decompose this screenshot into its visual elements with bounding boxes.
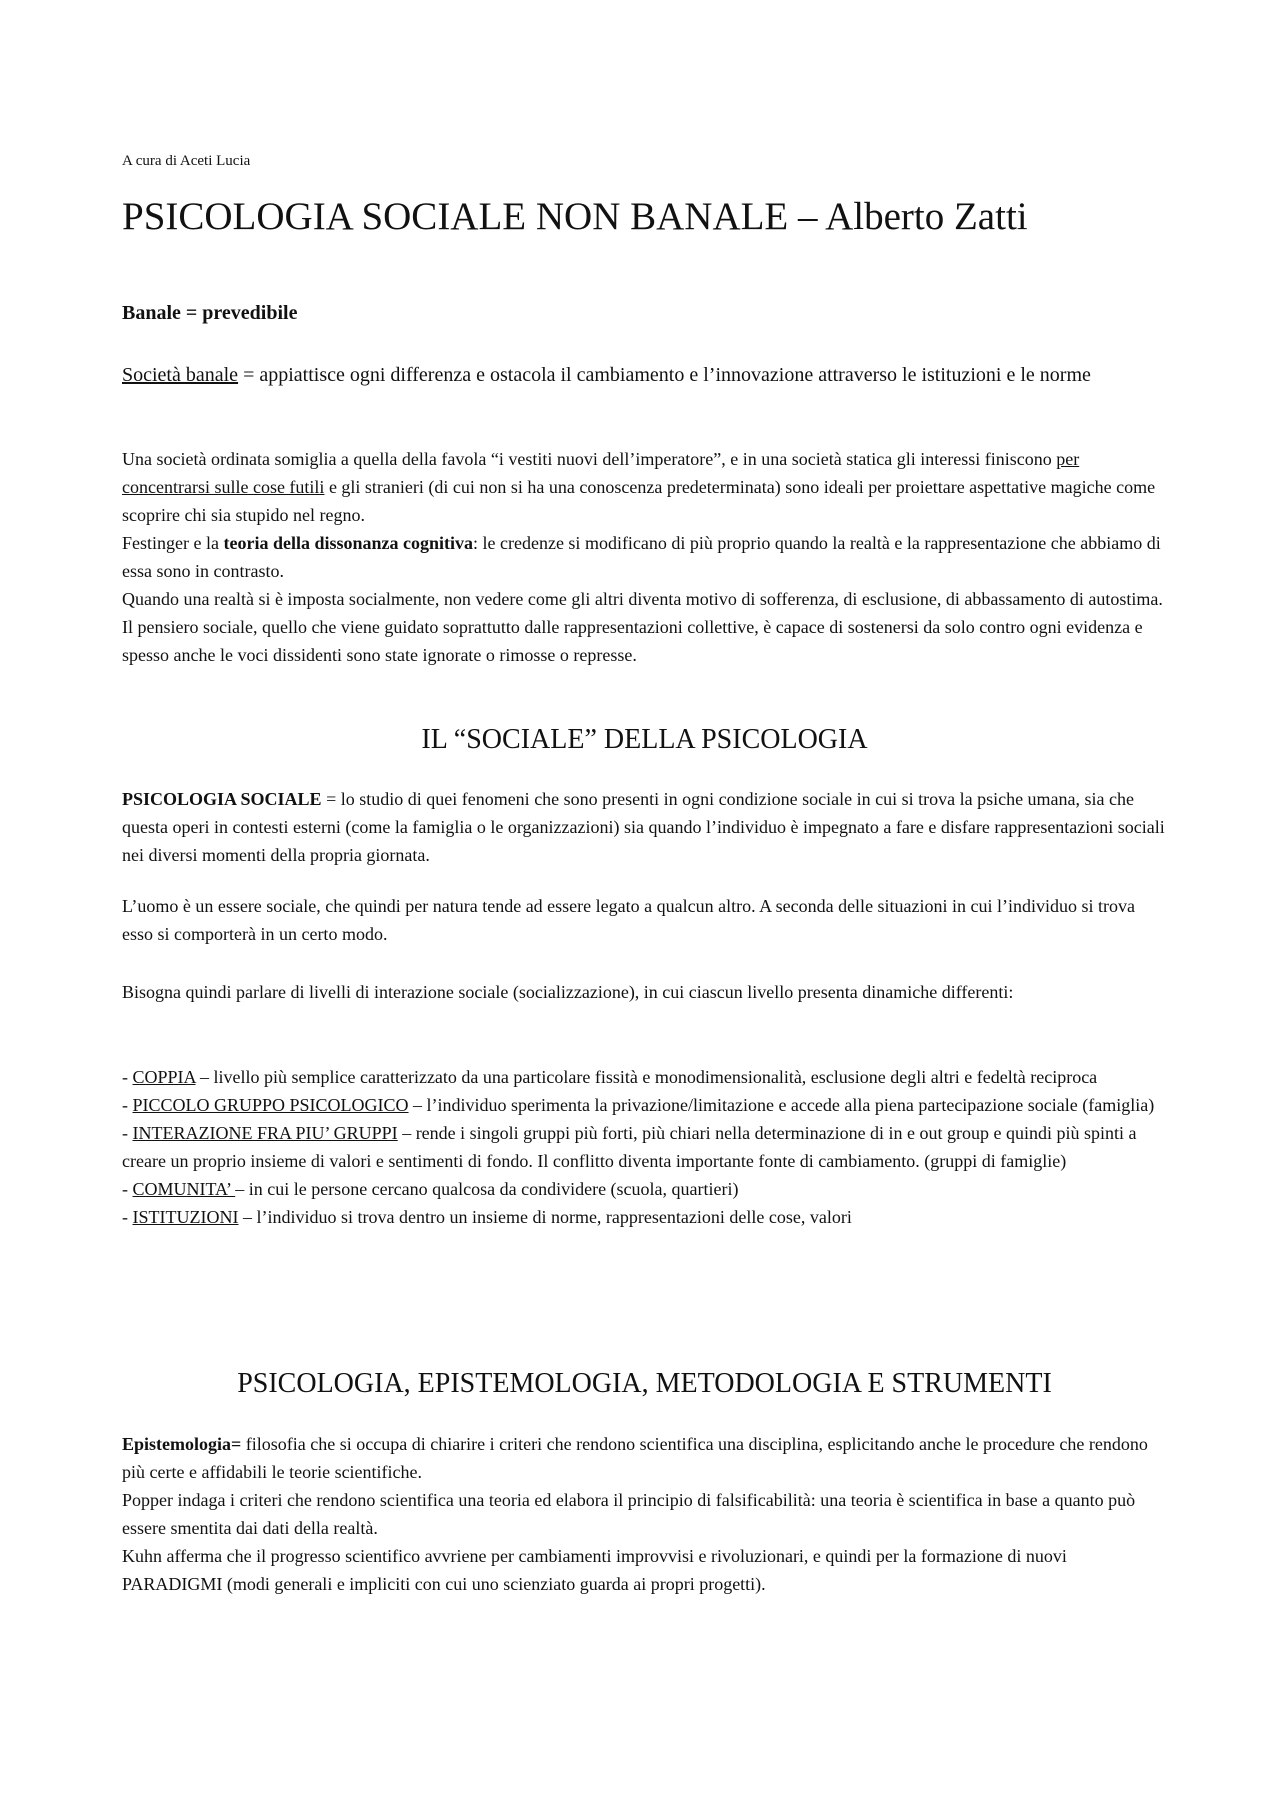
- epistemologia-term: Epistemologia=: [122, 1434, 242, 1454]
- author-credit: A cura di Aceti Lucia: [122, 153, 251, 169]
- intro-paragraphs: [122, 445, 1167, 669]
- level-item-piccolo-gruppo: - PICCOLO GRUPPO PSICOLOGICO – l’individuo sperimenta la privazione/limitazione e accede alla piena partecipazione sociale (famiglia): [122, 1095, 1155, 1115]
- societa-banale-term: Società banale: [122, 364, 239, 386]
- livelli-intro-paragraph: Bisogna quindi parlare di livelli di interazione sociale (socializzazione), in cui ciascun livello presenta dinamiche differenti:: [122, 982, 1014, 1002]
- uomo-sociale-paragraph: L’uomo è un essere sociale, che quindi per natura tende ad essere legato a qualcun altro. A seconda delle situazioni in cui l’individuo si trova esso si comporterà in un certo modo.: [122, 896, 1136, 944]
- favola-underlined: per concentrarsi sulle cose futili: [122, 449, 1080, 497]
- level-term: ISTITUZIONI: [132, 1207, 239, 1227]
- level-text: – in cui le persone cercano qualcosa da condividere (scuola, quartieri): [235, 1179, 739, 1199]
- level-item-comunita: - COMUNITA’ – in cui le persone cercano qualcosa da condividere (scuola, quartieri): [122, 1179, 739, 1199]
- kuhn-paragraph: Kuhn afferma che il progresso scientifico avvriene per cambiamenti improvvisi e rivoluzionari, e quindi per la formazione di nuovi PARADIGMI (modi generali e impliciti con cui uno scienziato guarda ai propri progetti).: [122, 1546, 1067, 1594]
- epistemologia-definition: [122, 1430, 1167, 1486]
- level-term: INTERAZIONE FRA PIU’ GRUPPI: [132, 1123, 398, 1143]
- festinger-text-b: : le credenze si modificano di più proprio quando la realtà e la rappresentazione che abbiamo di essa sono in contrasto.: [122, 533, 1161, 581]
- level-text: – livello più semplice caratterizzato da una particolare fissità e monodimensionalità, esclusione degli altri e fedeltà reciproca: [195, 1067, 1098, 1087]
- epistemologia-paragraphs: [122, 1430, 1167, 1598]
- level-term: COPPIA: [132, 1067, 196, 1087]
- level-item-coppia: - COPPIA – livello più semplice caratterizzato da una particolare fissità e monodimensionalità, esclusione degli altri e fedeltà reciproca: [122, 1067, 1098, 1087]
- level-text: – l’individuo sperimenta la privazione/limitazione e accede alla piena partecipazione sociale (famiglia): [408, 1095, 1155, 1115]
- popper-paragraph: Popper indaga i criteri che rendono scientifica una teoria ed elabora il principio di falsificabilità: una teoria è scientifica in base a quanto può essere smentita dai dati della realtà.: [122, 1490, 1136, 1538]
- psicologia-sociale-text: = lo studio di quei fenomeni che sono presenti in ogni condizione sociale in cui si trova la psiche umana, sia che questa operi in contesti esterni (come la famiglia o le organizzazioni) sia quando l’individuo è impegnato a fare e disfare rappresentazioni sociali nei diversi momenti della propria giornata.: [122, 789, 1165, 865]
- heading-epistemologia: PSICOLOGIA, EPISTEMOLOGIA, METODOLOGIA E STRUMENTI: [237, 1368, 1052, 1399]
- level-text: – l’individuo si trova dentro un insieme di norme, rappresentazioni delle cose, valori: [238, 1207, 852, 1227]
- dissonanza-term: teoria della dissonanza cognitiva: [223, 533, 473, 553]
- document-title: PSICOLOGIA SOCIALE NON BANALE – Alberto Zatti: [122, 195, 1028, 238]
- favola-text-b: e gli stranieri (di cui non si ha una conoscenza predeterminata) sono ideali per proiettare aspettative magiche come scoprire chi sia stupido nel regno.: [122, 477, 1156, 525]
- level-term: COMUNITA’: [132, 1179, 236, 1199]
- favola-paragraph: [122, 445, 1167, 529]
- psicologia-sociale-term: PSICOLOGIA SOCIALE: [122, 789, 322, 809]
- subtitle-banale: Banale = prevedibile: [122, 302, 298, 324]
- levels-list: [122, 1063, 1167, 1231]
- favola-text-a: Una società ordinata somiglia a quella della favola “i vestiti nuovi dell’imperatore”, e in una società statica gli interessi finiscono: [122, 449, 1057, 469]
- psicologia-sociale-definition: [122, 785, 1167, 869]
- level-term: PICCOLO GRUPPO PSICOLOGICO: [132, 1095, 409, 1115]
- societa-banale-definition: = appiattisce ogni differenza e ostacola il cambiamento e l’innovazione attraverso le istituzioni e le norme: [238, 364, 1091, 386]
- level-item-istituzioni: - ISTITUZIONI – l’individuo si trova dentro un insieme di norme, rappresentazioni delle cose, valori: [122, 1207, 852, 1227]
- level-item-interazione-gruppi: - INTERAZIONE FRA PIU’ GRUPPI – rende i singoli gruppi più forti, più chiari nella determinazione di in e out group e quindi più spinti a creare un proprio insieme di valori e sentimenti di fondo. Il conflitto diventa importante fonte di cambiamento. (gruppi di famiglie): [122, 1123, 1137, 1171]
- societa-banale-paragraph: [122, 360, 1167, 391]
- festinger-paragraph: [122, 529, 1167, 585]
- epistemologia-text: filosofia che si occupa di chiarire i criteri che rendono scientifica una disciplina, esplicitando anche le procedure che rendono più certe e affidabili le teorie scientifiche.: [122, 1434, 1148, 1482]
- festinger-text-a: Festinger e la: [122, 533, 224, 553]
- level-text: – rende i singoli gruppi più forti, più chiari nella determinazione di in e out group e quindi più spinti a creare un proprio insieme di valori e sentimenti di fondo. Il conflitto diventa importante fonte di cambiamento. (gruppi di famiglie): [122, 1123, 1137, 1171]
- heading-sociale-psicologia: IL “SOCIALE” DELLA PSICOLOGIA: [421, 724, 868, 755]
- realta-paragraph: Quando una realtà si è imposta socialmente, non vedere come gli altri diventa motivo di sofferenza, di esclusione, di abbassamento di autostima. Il pensiero sociale, quello che viene guidato soprattutto dalle rappresentazioni collettive, è capace di sostenersi da solo contro ogni evidenza e spesso anche le voci dissidenti sono state ignorate o rimosse o represse.: [122, 589, 1163, 665]
